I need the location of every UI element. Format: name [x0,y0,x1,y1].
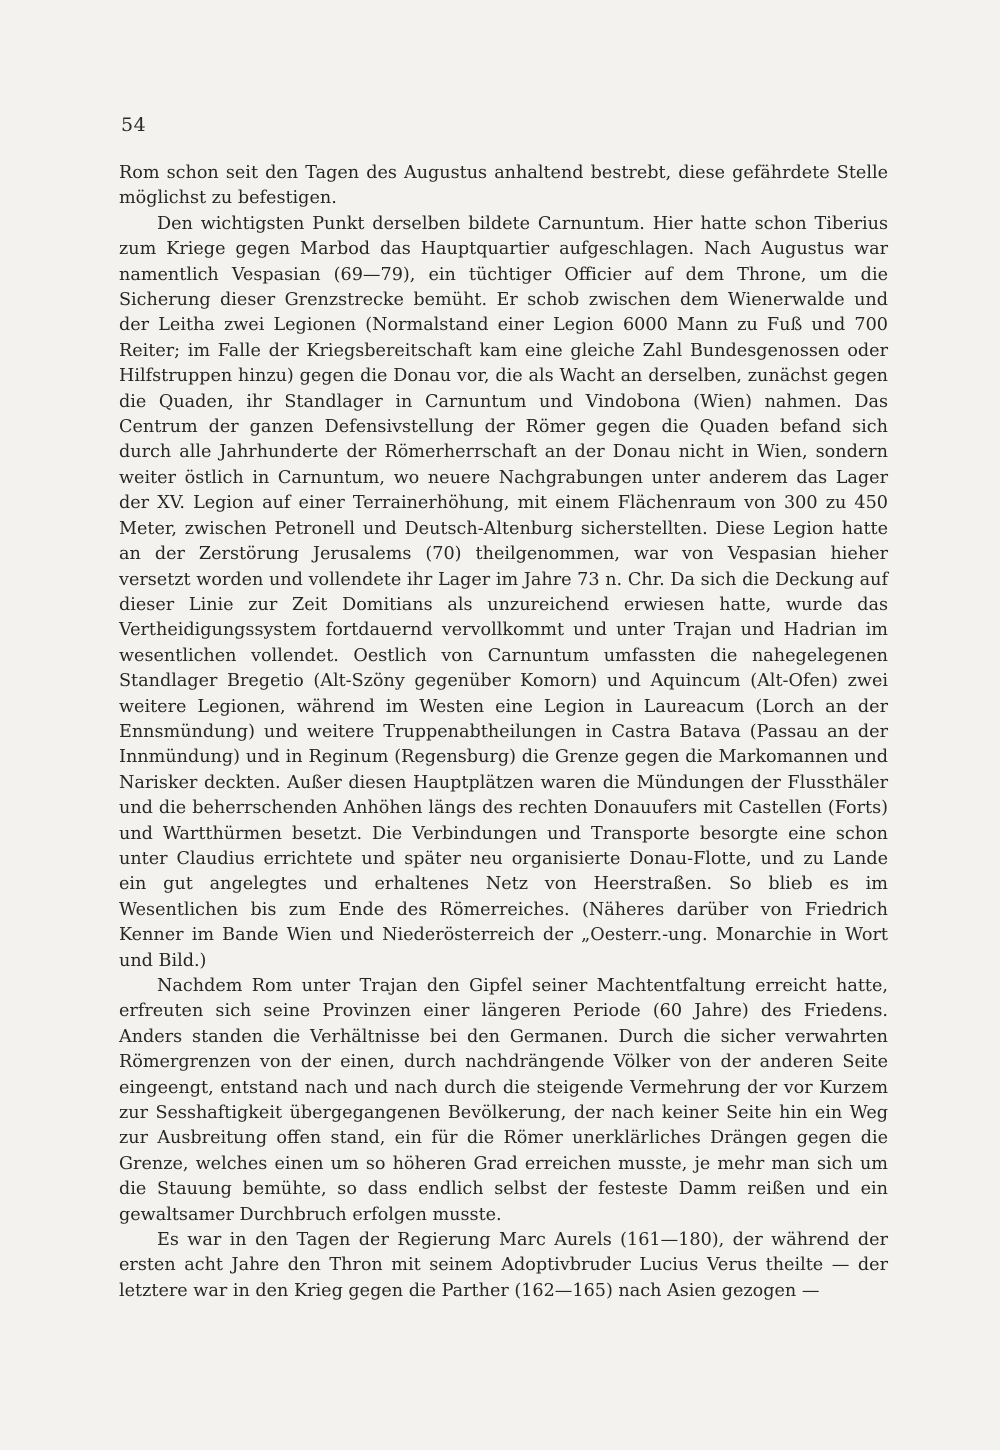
paragraph: Nachdem Rom unter Trajan den Gipfel seiner Machtentfaltung erreicht hatte, erfreuten sich seine Provinzen einer längeren Periode (60 Jahre) des Friedens. Anders standen die Verhältnisse bei den Germanen. Durch die sicher verwahrten Römergrenzen von der einen, durch nachdrängende Völker von der anderen Seite eingeengt, entstand nach und nach durch die steigende Vermehrung der vor Kurzem zur Sesshaftigkeit übergegangenen Bevölkerung, der nach keiner Seite hin ein Weg zur Ausbreitung offen stand, ein für die Römer unerklärliches Drängen gegen die Grenze, welches einen um so höheren Grad erreichen musste, je mehr man sich um die Stauung bemühte, so dass endlich selbst der festeste Damm reißen und ein gewaltsamer Durchbruch erfolgen musste. [119,976,888,1225]
paragraph: Den wichtigsten Punkt derselben bildete Carnuntum. Hier hatte schon Tiberius zum Kriege gegen Marbod das Hauptquartier aufgeschlagen. Nach Augustus war namentlich Vespasian (69—79), ein tüchtiger Officier auf dem Throne, um die Sicherung dieser Grenzstrecke bemüht. Er schob zwischen dem Wienerwalde und der Leitha zwei Legionen (Normalstand einer Legion 6000 Mann zu Fuß und 700 Reiter; im Falle der Kriegsbereitschaft kam eine gleiche Zahl Bundesgenossen oder Hilfstruppen hinzu) gegen die Donau vor, die als Wacht an derselben, zunächst gegen die Quaden, ihr Standlager in Carnuntum und Vindobona (Wien) nahmen. Das Centrum der ganzen Defensivstellung der Römer gegen die Quaden befand sich durch alle Jahrhunderte der Römerherrschaft an der Donau nicht in Wien, sondern weiter östlich in Carnuntum, wo neuere Nachgrabungen unter anderem das Lager der XV. Legion auf einer Terrainerhöhung, mit einem Flächenraum von 300 zu 450 Meter, zwischen Petronell und Deutsch-Altenburg sicherstellten. Diese Legion hatte an der Zerstörung Jerusalems (70) theilgenommen, war von Vespasian hieher versetzt worden und vollendete ihr Lager im Jahre 73 n. Chr. Da sich die Deckung auf dieser Linie zur Zeit Domitians als unzureichend erwiesen hatte, wurde das Vertheidigungssystem fortdauernd vervollkommt und unter Trajan und Hadrian im wesentlichen vollendet. Oestlich von Carnuntum umfassten die nahegelegenen Standlager Bregetio (Alt-Szöny gegenüber Komorn) und Aquincum (Alt-Ofen) zwei weitere Legionen, während im Westen eine Legion in Laureacum (Lorch an der Ennsmündung) und weitere Truppenabtheilungen in Castra Batava (Passau an der Innmündung) und in Reginum (Regensburg) die Grenze gegen die Markomannen und Narisker deckten. Außer diesen Hauptplätzen waren die Mündungen der Flussthäler und die beherrschenden Anhöhen längs des rechten Donauufers mit Castellen (Forts) und Wartthürmen besetzt. Die Verbindungen und Transporte besorgte eine schon unter Claudius errichtete und später neu organisierte Donau-Flotte, und zu Lande ein gut angelegtes und erhaltenes Netz von Heerstraßen. So blieb es im Wesentlichen bis zum Ende des Römerreiches. (Näheres darüber von Friedrich Kenner im Bande Wien und Niederösterreich der „Oesterr.-ung. Monarchie in Wort und Bild.) [119,213,888,971]
body-text [119,161,888,1304]
paragraph: Es war in den Tagen der Regierung Marc Aurels (161—180), der während der ersten acht Jahre den Thron mit seinem Adoptivbruder Lucius Verus theilte — der letztere war in den Krieg gegen die Parther (162—165) nach Asien gezogen — [119,1230,888,1301]
paragraph: Rom schon seit den Tagen des Augustus anhaltend bestrebt, diese gefährdete Stelle möglichst zu befestigen. [119,163,888,209]
page-number: 54 [121,114,147,136]
